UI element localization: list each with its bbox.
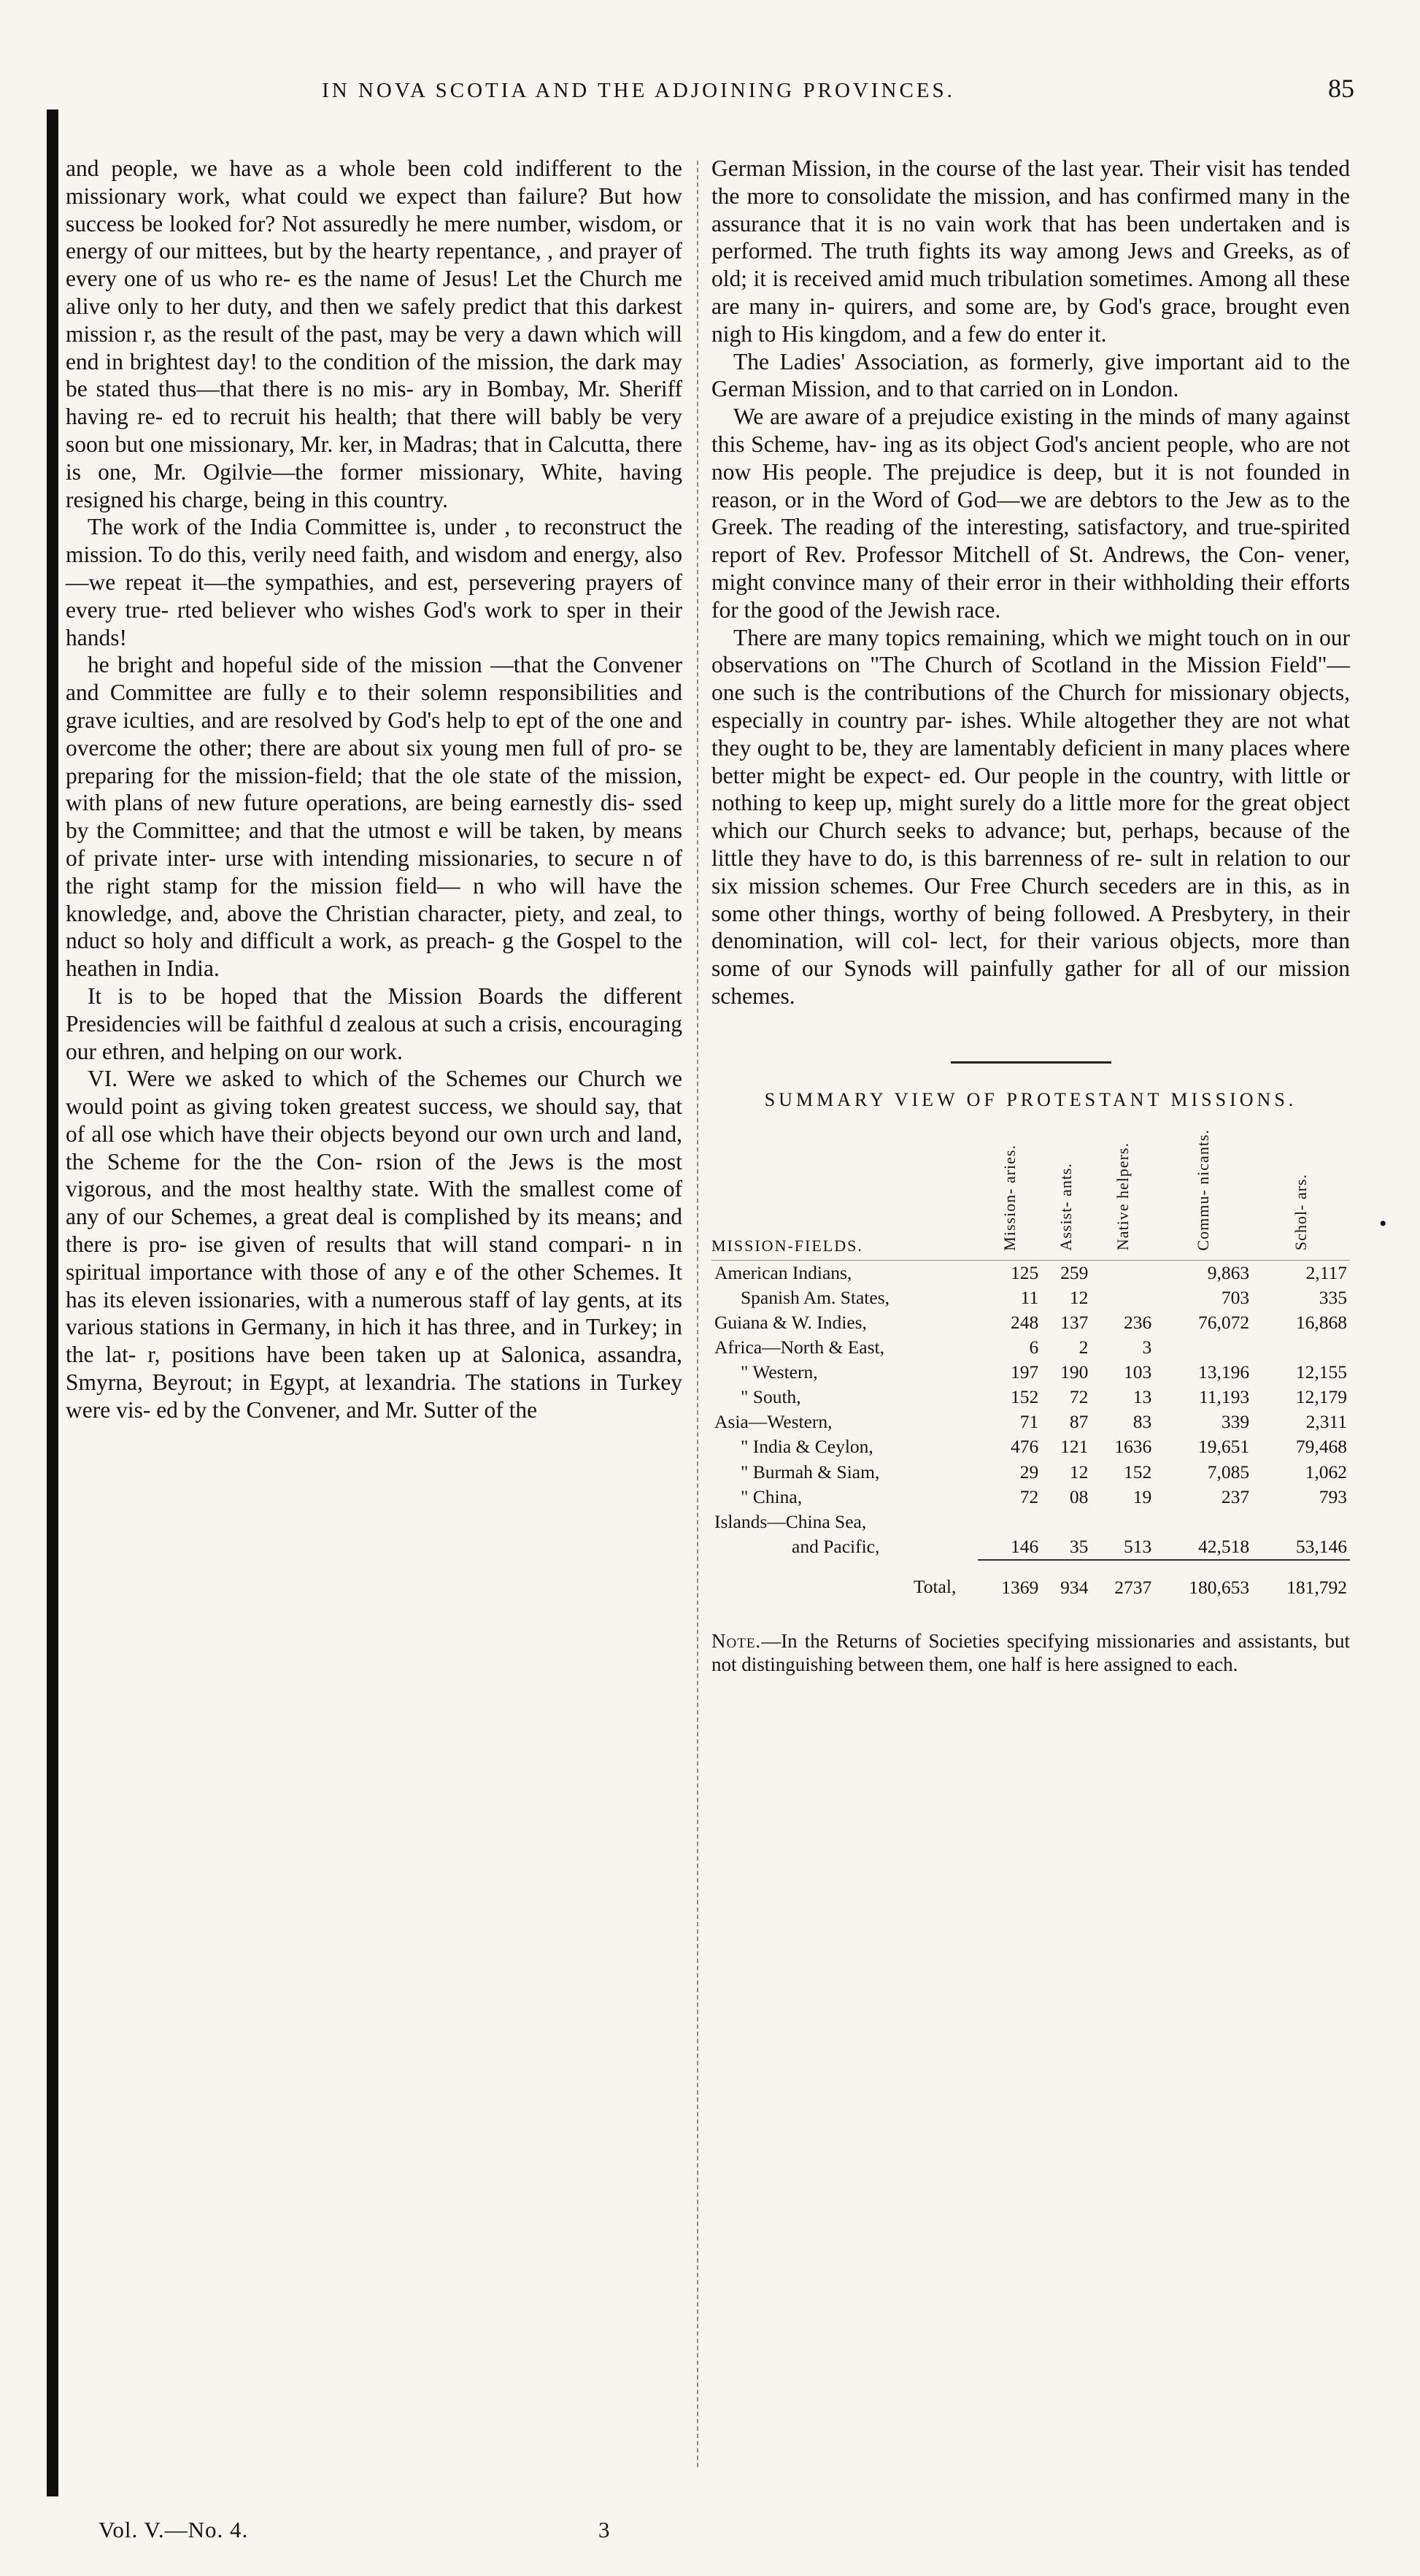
row-native-helpers: 513 <box>1124 1535 1152 1557</box>
row-native-helpers <box>1091 1285 1154 1310</box>
table-note <box>711 1629 1350 1677</box>
row-communicants: 76,072 <box>1198 1312 1250 1334</box>
row-communicants: 19,651 <box>1198 1436 1250 1458</box>
row-missionaries: 11 <box>1020 1286 1039 1308</box>
table-row <box>711 1310 1350 1335</box>
row-scholars: 16,868 <box>1295 1312 1347 1334</box>
table-row <box>711 1360 1350 1385</box>
row-communicants: 11,193 <box>1198 1386 1250 1408</box>
right-paragraph-3: We are aware of a prejudice existing in the minds of many against this Scheme, hav- ing as its object God's ancient people, who are not now His people. The prejudice is deep, but it is not founded in reason, or in the Word of God—we are debtors to the Jew as to the Greek. The reading of the interesting, satisfactory, and true-spirited report of Rev. Professor Mitchell of St. Andrews, the Con- vener, might convince many of their error in their withholding their efforts for the good of the Jewish race. <box>711 404 1350 623</box>
column-header-scholars: Schol- ars. <box>1252 1115 1350 1261</box>
total-assistants: 934 <box>1041 1560 1091 1600</box>
row-assistants: 12 <box>1069 1461 1089 1483</box>
row-assistants: 259 <box>1060 1261 1089 1283</box>
left-paragraph-1: and people, we have as a whole been cold indifferent to the missionary work, what could we expect than failure? But how success be looked for? Not assuredly he mere number, wisdom, or energy of our mittees, but by the hearty repentance, , and prayer of every one of us who re- es the name of Jesus! Let the Church me alive only to her duty, and then we safely predict that this darkest mission r, as the result of the past, may be very a dawn which will end in brightest day! to the condition of the mission, the dark may be stated thus—that there is no mis- ary in Bombay, Mr. Sheriff having re- ed to recruit his health; that there will bably be very soon but one missionary, Mr. ker, in Madras; that in Calcutta, there is one, Mr. Ogilvie—the former missionary, White, having resigned his charge, being in this country. <box>66 155 682 512</box>
right-paragraph-1: German Mission, in the course of the last year. Their visit has tended the more to consolidate the mission, and has confirmed many in the assurance that it is no vain work that has been undertaken and is performed. The truth fights its way among Jews and Greeks, as of old; it is received amid much tribulation sometimes. Among all these are many in- quirers, and some are, by God's grace, brought even nigh to His kingdom, and a few do enter it. <box>711 155 1350 347</box>
row-missionaries: 6 <box>1029 1337 1039 1358</box>
row-native-helpers: 152 <box>1124 1461 1152 1483</box>
table-row <box>711 1534 1350 1560</box>
row-missionaries: 197 <box>1010 1361 1039 1383</box>
row-native-helpers: 1636 <box>1114 1436 1152 1458</box>
table-row <box>711 1460 1350 1485</box>
row-missionaries: 476 <box>1010 1436 1039 1458</box>
row-field: and Pacific, <box>792 1536 880 1558</box>
total-label: Total, <box>913 1576 957 1598</box>
row-field: American Indians, <box>714 1261 852 1283</box>
row-scholars: 2,311 <box>1305 1411 1347 1433</box>
row-native-helpers: 13 <box>1132 1386 1152 1408</box>
table-row <box>711 1434 1350 1459</box>
row-field: " China, <box>741 1485 803 1507</box>
row-scholars <box>1252 1335 1350 1360</box>
left-paragraph-5: VI. Were we asked to which of the Schemes our Church we would point as giving token greatest success, we should say, that of all ose which have their objects beyond our own urch and land, the Scheme for the the Con- rsion of the Jews is the most vigorous, and the most healthy state. With the smallest come of any of our Schemes, a great deal is complished by its means; and there is pro- ise given of results that will stand compari- n in spiritual importance with those of any e of the other Schemes. It has its eleven issionaries, with a numerous staff of lay gents, at its various stations in Germany, in hich it has three, and in Turkey; in the lat- r, positions have been taken up at Salonica, assandra, Smyrna, Beyrout; in Egypt, at lexandria. The stations in Turkey were vis- ed by the Convener, and Mr. Sutter of the <box>66 1066 682 1423</box>
row-assistants: 2 <box>1078 1337 1089 1358</box>
table-header-row <box>711 1115 1350 1261</box>
row-communicants <box>1154 1335 1252 1360</box>
summary-table <box>711 1115 1350 1600</box>
table-row <box>711 1485 1350 1510</box>
volume-footer: Vol. V.—No. 4. <box>99 2517 249 2542</box>
right-column <box>711 155 1350 1677</box>
row-native-helpers: 103 <box>1124 1361 1152 1383</box>
column-header-assistants: Assist- ants. <box>1041 1115 1091 1261</box>
row-scholars: 1,062 <box>1305 1461 1347 1483</box>
table-row <box>711 1510 1350 1534</box>
section-divider <box>951 1061 1111 1064</box>
row-scholars <box>1252 1510 1350 1534</box>
column-header-missionaries: Mission- aries. <box>978 1115 1041 1261</box>
table-row <box>711 1285 1350 1310</box>
row-assistants: 190 <box>1060 1361 1089 1383</box>
row-missionaries: 248 <box>1010 1312 1039 1334</box>
table-total-row <box>711 1560 1350 1600</box>
table-row <box>711 1385 1350 1410</box>
row-missionaries: 29 <box>1019 1461 1039 1483</box>
row-communicants: 13,196 <box>1198 1361 1250 1383</box>
binding-edge <box>47 109 58 2496</box>
row-communicants: 42,518 <box>1198 1535 1250 1557</box>
column-header-communicants: Commu- nicants. <box>1154 1115 1252 1261</box>
row-native-helpers: 236 <box>1124 1312 1152 1334</box>
row-communicants: 9,863 <box>1207 1261 1250 1283</box>
row-assistants: 72 <box>1069 1386 1089 1408</box>
row-scholars: 793 <box>1319 1485 1347 1507</box>
note-label: Note. <box>711 1629 762 1652</box>
row-assistants: 121 <box>1060 1436 1089 1458</box>
column-header-fields: MISSION-FIELDS. <box>711 1115 978 1261</box>
left-paragraph-3: he bright and hopeful side of the mission —that the Convener and Committee are fully e to their solemn responsibilities and grave iculties, and are resolved by God's help to ept of the one and overcome the other; there are about six young men full of pro- se preparing for the mission-field; that the ole state of the mission, with plans of new future operations, are being earnestly dis- ssed by the Committee; and that the utmost e will be taken, by means of private inter- urse with intending missionaries, to secure n of the right stamp for the mission field— n who will have the knowledge, and, above the Christian character, piety, and zeal, to nduct so holy and difficult a work, as preach- g the Gospel to the heathen in India. <box>66 652 682 982</box>
total-native-helpers: 2737 <box>1091 1560 1154 1600</box>
row-communicants: 237 <box>1221 1485 1250 1507</box>
row-missionaries <box>978 1510 1041 1534</box>
row-native-helpers <box>1091 1260 1154 1285</box>
right-paragraph-4: There are many topics remaining, which we might touch on in our observations on "The Church of Scotland in the Mission Field"— one such is the contributions of the Church for missionary objects, especially in country par- ishes. While altogether they are not what they ought to be, they are lamentably deficient in many places where better might be expect- ed. Our people in the country, with little or nothing to keep up, might surely do a little more for the great object which our Church seeks to advance; but, perhaps, because of the little they have to do, is this barrenness of re- sult in relation to our six mission schemes. Our Free Church seceders are in this, as in some other things, worthy of being followed. A Presbytery, in their denomination, will col- lect, for their various objects, more than some of our Synods will painfully gather for all of our mission schemes. <box>711 624 1350 1009</box>
row-field: " Burmah & Siam, <box>741 1461 880 1483</box>
row-field: " Western, <box>741 1361 818 1383</box>
row-assistants: 137 <box>1060 1312 1089 1334</box>
left-paragraph-2: The work of the India Committee is, under , to reconstruct the mission. To do this, verily need faith, and wisdom and energy, also—we repeat it—the sympathies, and est, persevering prayers of every true- rted believer who wishes God's work to sper in their hands! <box>66 514 682 650</box>
running-title: IN NOVA SCOTIA AND THE ADJOINING PROVINCES. <box>322 79 955 102</box>
right-paragraph-2: The Ladies' Association, as formerly, give important aid to the German Mission, and to that carried on in London. <box>711 348 1350 402</box>
row-communicants: 7,085 <box>1207 1461 1250 1483</box>
row-assistants: 87 <box>1069 1411 1089 1433</box>
row-assistants <box>1041 1510 1091 1534</box>
row-communicants <box>1154 1510 1252 1534</box>
table-row <box>711 1410 1350 1434</box>
total-communicants: 180,653 <box>1154 1560 1252 1600</box>
row-scholars: 79,468 <box>1295 1436 1347 1458</box>
summary-title: SUMMARY VIEW OF PROTESTANT MISSIONS. <box>764 1088 1297 1110</box>
row-assistants: 12 <box>1069 1286 1089 1308</box>
row-field: Guiana & W. Indies, <box>714 1312 867 1334</box>
row-missionaries: 152 <box>1010 1386 1039 1408</box>
row-missionaries: 146 <box>1010 1535 1039 1557</box>
row-communicants: 339 <box>1221 1411 1250 1433</box>
row-native-helpers: 3 <box>1142 1337 1152 1358</box>
column-header-native-helpers: Native helpers. <box>1091 1115 1154 1261</box>
row-field: " South, <box>741 1386 801 1408</box>
row-field: " India & Ceylon, <box>741 1436 873 1458</box>
table-row <box>711 1335 1350 1360</box>
row-scholars: 12,179 <box>1295 1386 1347 1408</box>
page-number: 85 <box>1328 74 1354 103</box>
row-scholars: 12,155 <box>1295 1361 1347 1383</box>
row-assistants: 35 <box>1069 1535 1089 1557</box>
row-native-helpers: 83 <box>1132 1411 1152 1433</box>
row-missionaries: 71 <box>1019 1411 1039 1433</box>
total-scholars: 181,792 <box>1252 1560 1350 1600</box>
row-scholars: 2,117 <box>1305 1261 1347 1283</box>
signature-mark: 3 <box>598 2517 610 2542</box>
row-field: Asia—Western, <box>714 1411 833 1433</box>
total-missionaries: 1369 <box>978 1560 1041 1600</box>
column-divider <box>697 161 698 2467</box>
row-scholars: 335 <box>1319 1286 1347 1308</box>
note-text: —In the Returns of Societies specifying missionaries and assistants, but not distinguishing between them, one half is here assigned to each. <box>711 1629 1350 1676</box>
row-missionaries: 125 <box>1010 1261 1039 1283</box>
row-missionaries: 72 <box>1019 1485 1039 1507</box>
row-scholars: 53,146 <box>1295 1535 1347 1557</box>
row-native-helpers <box>1091 1510 1154 1534</box>
table-row <box>711 1260 1350 1285</box>
left-paragraph-4: It is to be hoped that the Mission Boards the different Presidencies will be faithful d zealous at such a crisis, encouraging our ethren, and helping on our work. <box>66 983 682 1064</box>
row-field: Spanish Am. States, <box>741 1286 890 1308</box>
row-communicants: 703 <box>1221 1286 1250 1308</box>
left-column <box>66 155 682 1424</box>
row-assistants: 08 <box>1069 1485 1089 1507</box>
row-native-helpers: 19 <box>1132 1485 1152 1507</box>
row-field: Islands—China Sea, <box>714 1510 867 1532</box>
margin-mark: • <box>1379 1212 1387 1236</box>
row-field: Africa—North & East, <box>714 1337 884 1358</box>
